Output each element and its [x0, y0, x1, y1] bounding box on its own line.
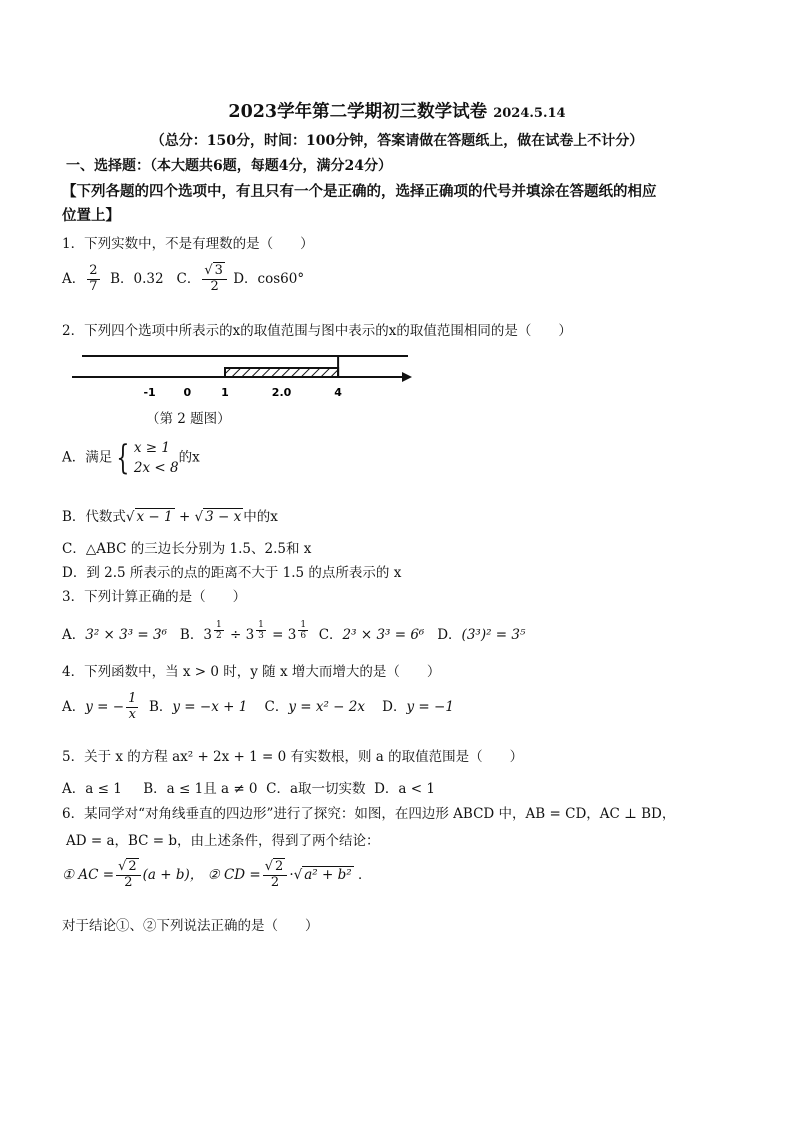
- q1-b-label: B．: [110, 270, 134, 287]
- q4-b: y = −x + 1: [172, 698, 248, 715]
- tick-label-4: 4: [334, 386, 342, 399]
- q2-a-line2: 2x < 8: [133, 460, 179, 476]
- q4-a-den: x: [128, 706, 136, 722]
- q1-c-fraction: $\frac{√ 3}{2}$: [202, 264, 227, 295]
- q1-a-num: 2: [89, 263, 98, 278]
- q5-option-a: A．a ≤ 1: [62, 781, 122, 797]
- q6-c1-den: 2: [124, 874, 133, 890]
- q2-b-suffix: 中的x: [243, 509, 278, 525]
- exam-title: 2023学年第二学期初三数学试卷: [228, 102, 488, 122]
- q2-a-prefix: A．满足: [62, 449, 113, 466]
- q3-a-label: A．: [62, 626, 86, 643]
- q3-c: 2³ × 3³ = 6⁶: [342, 626, 425, 643]
- q2-option-b: B．代数式√ x − 1 + √ 3 − x 中的x: [62, 509, 278, 525]
- q3-d: (3³)² = 3⁵: [461, 626, 526, 643]
- q2-b-radicand-2: 3 − x: [205, 509, 242, 525]
- q6-c1-post: (a + b)，: [142, 866, 204, 883]
- q2-option-a: [62, 438, 200, 478]
- q1-a-den: 7: [89, 278, 98, 294]
- tick-label-3: 2.0: [271, 386, 292, 399]
- section-heading: 一、选择题：（本大题共6题，每题4分，满分24分）: [66, 158, 392, 174]
- q6-c1-pre: ① AC =: [62, 866, 115, 883]
- q3-options: [62, 620, 525, 643]
- q1-d-label: D．: [233, 270, 258, 287]
- q4-a-fraction: [126, 692, 138, 723]
- q4-a-label: A．: [62, 698, 86, 715]
- axis-arrow-icon: [402, 372, 412, 382]
- q5-stem: 5．关于 x 的方程 ax² + 2x + 1 = 0 有实数根，则 a 的取值范围是（ ）: [62, 749, 524, 765]
- q4-d-label: D．: [382, 698, 407, 715]
- exam-date: 2024.5.14: [493, 106, 566, 121]
- q1-a-fraction: [87, 264, 99, 295]
- q6-c2-den: 2: [270, 874, 280, 890]
- q1-c-label: C．: [176, 270, 201, 287]
- q3-d-label: D．: [437, 626, 462, 643]
- brace-icon: {: [116, 438, 130, 478]
- q2-b-radicand-1: x − 1: [136, 509, 173, 525]
- q4-c: y = x² − 2x: [288, 698, 365, 715]
- range-hatched-box: [225, 368, 338, 377]
- q5-option-d: D．a < 1: [374, 781, 435, 797]
- page-title: [0, 98, 794, 123]
- q6-c2-radicand: a² + b²: [304, 866, 352, 883]
- q2-stem: 2．下列四个选项中所表示的x的取值范围与图中表示的x的取值范围相同的是（ ）: [62, 323, 572, 339]
- q6-c2-pre: ② CD =: [207, 866, 261, 883]
- q5-option-b: B．a ≤ 1且 a ≠ 0: [143, 781, 258, 797]
- q1-stem: 1．下列实数中，不是有理数的是（ ）: [62, 236, 314, 252]
- q2-a-line1: x ≥ 1: [133, 440, 170, 456]
- instruction-line-1: 【下列各题的四个选项中，有且只有一个是正确的，选择正确项的代号并填涂在答题纸的相应: [62, 183, 657, 200]
- q2-a-suffix: 的x: [178, 449, 200, 466]
- q6-c1-fraction: $\frac{√ 2}{2}$: [116, 860, 141, 891]
- q3-b: 3 $^{\frac{1}{2}}$ ÷ 3 $^{\frac{1}{3}}$ = 3 $^{\frac{1}{6}}$: [203, 620, 307, 643]
- q2-a-system: [134, 438, 179, 478]
- q4-a-pre: y = −: [85, 698, 125, 715]
- q6-line-2: AD = a，BC = b，由上述条件，得到了两个结论：: [66, 833, 380, 849]
- tick-label-2: 1: [221, 386, 229, 399]
- q2-b-plus: +: [178, 509, 191, 525]
- q6-c2-fraction: $\frac{√ 2}{2}$: [263, 860, 288, 891]
- tick-label-1: 0: [183, 386, 192, 399]
- q6-conclusions: ① AC = $\frac{√ 2}{2}$ (a + b)， ② CD = $\frac{√ 2}{2}$ ·√ a² + b² ．: [62, 859, 372, 890]
- q1-d-value: cos60°: [257, 270, 305, 287]
- q4-a-num: 1: [128, 691, 137, 706]
- q6-line-1: 6．某同学对“对角线垂直的四边形”进行了探究：如图，在四边形 ABCD 中，AB = CD，AC ⊥ BD，: [62, 806, 676, 822]
- q4-b-label: B．: [148, 698, 173, 715]
- q3-a: 3² × 3³ = 3⁶: [85, 626, 168, 643]
- q1-a-label: A．: [62, 270, 86, 287]
- q4-d: y = −1: [406, 698, 454, 715]
- q2-number-line-figure: [70, 350, 420, 402]
- tick-label-0: -1: [143, 386, 156, 399]
- q2-option-d: D．到 2.5 所表示的点的距离不大于 1.5 的点所表示的 x: [62, 565, 402, 581]
- exam-subtitle: （总分：150分，时间：100分钟，答案请做在答题纸上，做在试卷上不计分）: [150, 133, 644, 149]
- q1-options: [62, 264, 304, 295]
- q1-b-value: 0.32: [133, 270, 164, 287]
- q2-option-c: C．△ABC 的三边长分别为 1.5、2.5和 x: [62, 541, 312, 557]
- q4-stem: 4．下列函数中，当 x > 0 时，y 随 x 增大而增大的是（ ）: [62, 664, 441, 680]
- q3-stem: 3．下列计算正确的是（ ）: [62, 589, 247, 605]
- q4-c-label: C．: [264, 698, 289, 715]
- q1-c-num: 3: [214, 263, 223, 278]
- q6-ask: 对于结论①、②下列说法正确的是（ ）: [62, 918, 319, 934]
- q6-c2-sqrt: 2: [275, 859, 284, 874]
- q3-c-label: C．: [318, 626, 343, 643]
- q5-options: [62, 777, 435, 797]
- q2-b-prefix: B．代数式: [62, 509, 126, 525]
- q1-c-den: 2: [210, 278, 219, 294]
- q5-option-c: C．a取一切实数: [266, 781, 366, 797]
- q6-c1-sqrt: 2: [128, 859, 137, 874]
- axis-tick-labels: [143, 386, 342, 399]
- instruction-line-2: 位置上】: [62, 207, 120, 224]
- q3-b-label: B．: [179, 626, 204, 643]
- q2-figure-caption: （第 2 题图）: [146, 411, 231, 427]
- q6-end: ．: [357, 866, 372, 883]
- q4-options: [62, 692, 454, 723]
